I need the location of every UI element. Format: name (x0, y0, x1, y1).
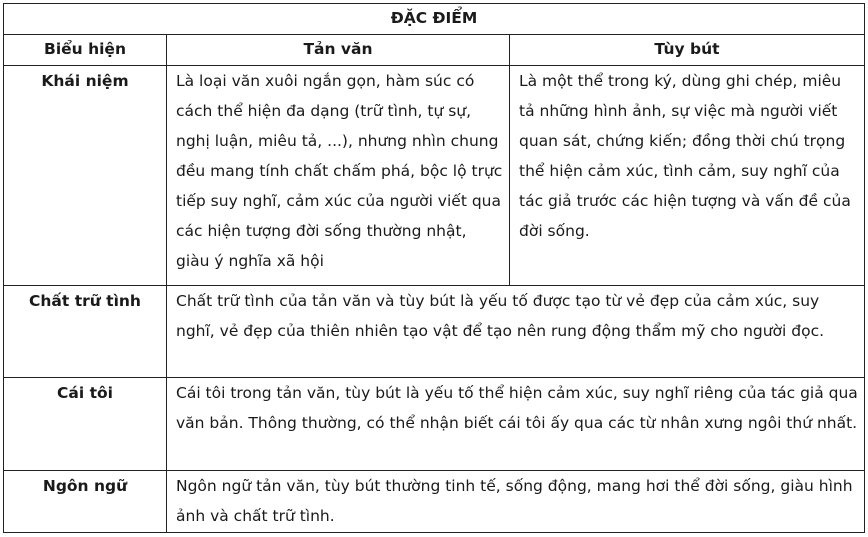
table-row-khai-niem (4, 66, 865, 285)
table-header-row (4, 35, 865, 66)
cell-ngon-ngu: Ngôn ngữ tản văn, tùy bút thường tinh tế, sống động, mang hơi thể đời sống, giàu hình ảnh và chất trữ tình. (167, 470, 865, 532)
row-label-ngon-ngu: Ngôn ngữ (4, 470, 167, 532)
table-row-ngon-ngu (4, 470, 865, 532)
table-title: ĐẶC ĐIỂM (4, 4, 865, 35)
characteristics-table (3, 3, 865, 533)
cell-cai-toi: Cái tôi trong tản văn, tùy bút là yếu tố thể hiện cảm xúc, suy nghĩ riêng của tác giả qua văn bản. Thông thường, có thể nhận biết cái tôi ấy qua các từ nhân xưng ngôi thứ nhất. (167, 378, 865, 471)
header-tan-van: Tản văn (167, 35, 510, 66)
cell-tuy-but-khai-niem: Là một thể trong ký, dùng ghi chép, miêu tả những hình ảnh, sự việc mà người viết quan sát, chứng kiến; đồng thời chú trọng thể hiện cảm xúc, tình cảm, suy nghĩ của tác giả trước các hiện tượng và vấn đề của đời sống. (510, 66, 865, 285)
table-title-row (4, 4, 865, 35)
table-row-chat-tru-tinh (4, 285, 865, 378)
row-label-cai-toi: Cái tôi (4, 378, 167, 471)
cell-chat-tru-tinh: Chất trữ tình của tản văn và tùy bút là yếu tố được tạo từ vẻ đẹp của cảm xúc, suy nghĩ, vẻ đẹp của thiên nhiên tạo vật để tạo nên rung động thẩm mỹ cho người đọc. (167, 285, 865, 378)
row-label-khai-niem: Khái niệm (4, 66, 167, 285)
table-row-cai-toi (4, 378, 865, 471)
row-label-chat-tru-tinh: Chất trữ tình (4, 285, 167, 378)
header-tuy-but: Tùy bút (510, 35, 865, 66)
header-bieu-hien: Biểu hiện (4, 35, 167, 66)
cell-tan-van-khai-niem: Là loại văn xuôi ngắn gọn, hàm súc có cách thể hiện đa dạng (trữ tình, tự sự, nghị luận, miêu tả, ...), nhưng nhìn chung đều mang tính chất chấm phá, bộc lộ trực tiếp suy nghĩ, cảm xúc của người viết qua các hiện tượng đời sống thường nhật, giàu ý nghĩa xã hội (167, 66, 510, 285)
